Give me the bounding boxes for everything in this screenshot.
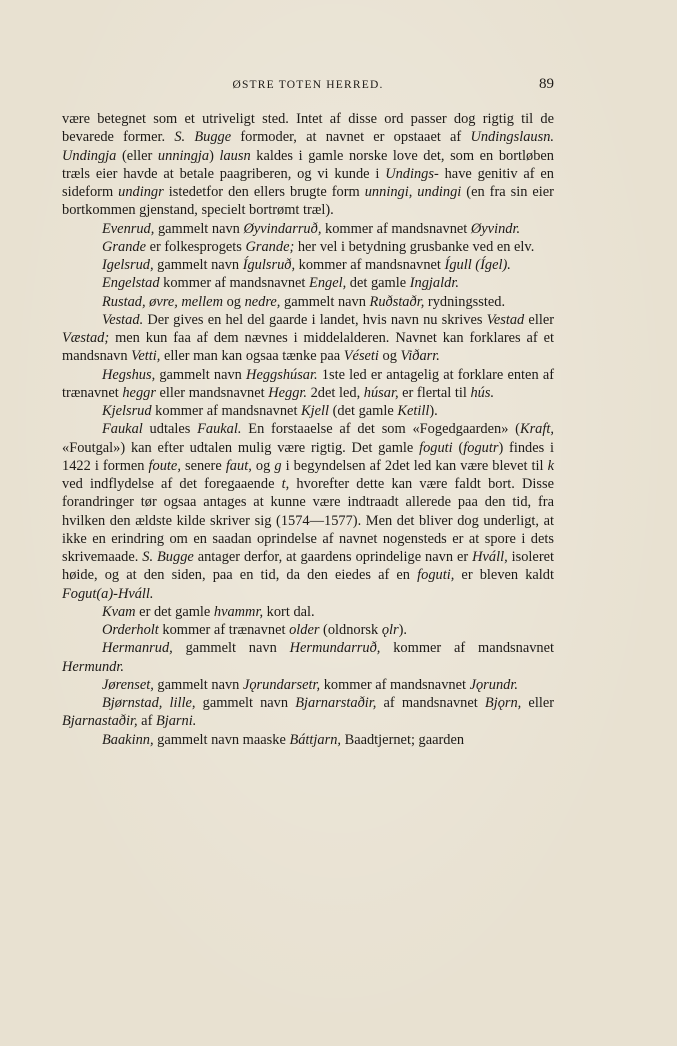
text-run: senere (180, 457, 226, 474)
text-run: gammelt navn maaske (153, 731, 290, 748)
paragraph (62, 676, 554, 694)
italic-text-run: Vetti, (131, 348, 161, 365)
italic-text-run: Engel, (309, 275, 347, 292)
text-run: ). (398, 622, 407, 638)
text-run: af mandsnavnet (376, 695, 485, 711)
italic-text-run: Grande (102, 238, 146, 255)
paragraph (62, 694, 554, 731)
italic-text-run: Orderholt (102, 622, 159, 638)
italic-text-run: Heggshúsar. (246, 366, 318, 383)
italic-text-run: Kvam (102, 603, 136, 620)
italic-text-run: hvammr, (213, 603, 264, 620)
page-header (62, 76, 554, 96)
italic-text-run: Jǫrundr. (469, 676, 518, 693)
text-run: eller mandsnavnet (155, 384, 269, 401)
paragraph (62, 420, 554, 603)
italic-text-run: Vestad. (102, 311, 144, 328)
text-run: ) (209, 147, 220, 164)
paragraph (62, 402, 554, 420)
text-run: kaldes i gamle norske love det, som en bortløben træls eier havde at betale paagriberen, og vi kunde i (62, 147, 554, 182)
text-run: gammelt navn (154, 220, 244, 237)
text-run: gammelt navn (280, 293, 370, 310)
italic-text-run: Rustad, øvre, mellem (102, 293, 223, 310)
text-run: gammelt navn (195, 695, 296, 711)
text-run: er det gamle (135, 603, 214, 620)
italic-text-run: Fogut(a)-Hváll. (62, 585, 154, 602)
text-run: kommer af mandsnavnet (380, 640, 554, 657)
text-run: Der gives en hel del gaarde i landet, hvis navn nu skrives (143, 311, 487, 328)
italic-text-run: Øyvindarruð, (243, 220, 322, 237)
italic-text-run: foute, (148, 457, 181, 474)
italic-text-run: Væstad; (62, 330, 110, 346)
paragraph (62, 311, 554, 366)
text-run: ) findes i 1422 i formen (62, 439, 555, 474)
italic-text-run: Hermundarruð, (289, 640, 381, 657)
italic-text-run: Hegshus, (102, 366, 156, 383)
text-run: hvorefter dette kan være faldt bort. Disse forandringer tør ogsaa antages at kunne være indtraadt allerede paa den tid, fra hvilken den ældste kilde skriver sig (1574—1577). Men det bliver dog underligt, at ikke en erindring om en saadan oprindelse af navnet nogensteds er at spore i dets skrivemaade. (62, 476, 554, 565)
text-run: ved indflydelse af det foregaaende (62, 476, 282, 492)
italic-text-run: Véseti (343, 348, 379, 365)
italic-text-run: Kraft, (519, 421, 554, 438)
italic-text-run: Bjarni. (155, 713, 197, 730)
text-run: (det gamle (329, 403, 398, 419)
text-run: og (251, 457, 275, 474)
paragraph (62, 366, 554, 403)
italic-text-run: S. Bugge (174, 129, 232, 146)
italic-text-run: Bjarnastaðir, (62, 713, 138, 730)
text-run: kommer af mandsnavnet (151, 403, 302, 419)
italic-text-run: Heggr. (268, 384, 308, 401)
text-run: 2det led, (307, 384, 364, 401)
italic-text-run: Viðarr. (400, 348, 440, 365)
paragraph (62, 274, 554, 292)
italic-text-run: Baakinn, (102, 731, 154, 748)
paragraph (62, 621, 554, 639)
italic-text-run: Ingjaldr. (409, 275, 459, 292)
text-run: kommer af mandsnavnet (295, 257, 445, 273)
italic-text-run: Øyvindr. (470, 220, 521, 237)
text-run: ). (429, 403, 438, 419)
text-run: af (137, 713, 156, 730)
text-run: og (378, 348, 401, 365)
text-run: udtales (142, 421, 198, 438)
text-run: i begyndelsen af 2det led kan være blevet til (281, 457, 548, 474)
italic-text-run: Undingslausn. Undingja (62, 129, 555, 164)
italic-text-run: Hermanrud, (102, 640, 173, 657)
italic-text-run: Engelstad (102, 275, 160, 292)
paragraph (62, 110, 554, 220)
italic-text-run: hús. (470, 384, 495, 401)
italic-text-run: Ruðstaðr, (369, 293, 425, 310)
text-run: gammelt navn (155, 366, 247, 383)
paragraph (62, 220, 554, 238)
italic-text-run: t, (281, 476, 290, 492)
text-run: er flertal til (398, 384, 471, 401)
italic-text-run: lausn (219, 147, 251, 164)
running-head: ØSTRE TOTEN HERRED. (232, 79, 384, 91)
italic-text-run: unningi, undingi (364, 184, 462, 200)
italic-text-run: Ígulsruð, (242, 257, 296, 273)
text-run: (oldnorsk (319, 622, 382, 638)
text-run: isoleret høide, og at den siden, paa en tid, da den eiedes af en (62, 549, 554, 584)
text-run: gammelt navn (153, 257, 243, 273)
italic-text-run: k (547, 457, 554, 474)
italic-text-run: foguti, (417, 567, 455, 584)
italic-text-run: Báttjarn, (289, 731, 342, 748)
text-run: (eller (116, 147, 158, 164)
italic-text-run: nedre, (244, 293, 281, 310)
text-run: gammelt navn (172, 640, 290, 657)
text-run: rydningssted. (424, 293, 506, 310)
italic-text-run: Hermundr. (62, 658, 124, 675)
italic-text-run: g (274, 457, 282, 474)
text-run: formoder, at navnet er opstaaet af (231, 129, 471, 146)
text-run: kommer af mandsnavnet (159, 275, 310, 292)
italic-text-run: Faukal (102, 421, 143, 438)
text-run: (en fra sin eier bortkommen gjenstand, specielt bortrømt træl). (62, 184, 554, 219)
italic-text-run: older (289, 622, 320, 638)
italic-text-run: Jǫrundarsetr, (242, 676, 321, 693)
italic-text-run: Ketill (397, 403, 430, 419)
text-run: og (222, 293, 245, 310)
text-run: «Foutgal») kan efter udtalen mulig være rigtig. Det gamle (62, 439, 420, 456)
text-run: kommer af mandsnavnet (321, 220, 471, 237)
italic-text-run: fogutr (463, 439, 499, 456)
paragraph (62, 639, 554, 676)
italic-text-run: Bjǫrn, (484, 695, 522, 711)
italic-text-run: Faukal. (197, 421, 242, 438)
italic-text-run: Igelsrud, (102, 257, 154, 273)
paragraph (62, 731, 554, 749)
text-run: kommer af mandsnavnet (320, 676, 470, 693)
italic-text-run: Hváll, (472, 549, 508, 565)
italic-text-run: húsar, (363, 384, 399, 401)
paragraph (62, 293, 554, 311)
italic-text-run: Evenrud, (102, 220, 155, 237)
text-run: gammelt navn (153, 676, 243, 693)
italic-text-run: Kjell (301, 403, 330, 419)
body-text (62, 110, 554, 749)
italic-text-run: Jørenset, (102, 676, 154, 693)
italic-text-run: Kjelsrud (102, 403, 152, 419)
italic-text-run: unningja (157, 147, 210, 164)
page-number: 89 (539, 76, 554, 92)
italic-text-run: heggr (122, 384, 156, 401)
text-run: er folkesprogets (145, 238, 246, 255)
text-run: her vel i betydning grusbanke ved en elv. (294, 238, 535, 255)
text-run: istedetfor den ellers brugte form (163, 184, 365, 200)
text-run: 1ste led er antagelig at forklare enten af trænavnet (62, 366, 555, 401)
italic-text-run: faut, (225, 457, 252, 474)
paragraph (62, 238, 554, 256)
text-run: det gamle (346, 275, 410, 292)
text-run: Baadtjernet; gaarden (341, 731, 465, 748)
text-run: eller (524, 311, 554, 328)
italic-text-run: Bjarnarstaðir, (295, 695, 377, 711)
italic-text-run: undingr (118, 184, 164, 200)
italic-text-run: Bjørnstad, lille, (102, 695, 196, 711)
text-run: have genitiv af en sideform (62, 165, 554, 200)
italic-text-run: ǫlr (381, 622, 399, 638)
paragraph (62, 603, 554, 621)
italic-text-run: Ígull (Ígel). (444, 257, 511, 273)
text-run: kommer af trænavnet (158, 622, 290, 638)
text-run: antager derfor, at gaardens oprindelige navn er (193, 549, 473, 565)
text-run: men kun faa af dem nævnes i middelalderen. Navnet kan forklares af et mandsnavn (62, 330, 554, 365)
italic-text-run: S. Bugge (142, 549, 194, 565)
text-run: eller (521, 695, 554, 711)
italic-text-run: Undings- (385, 165, 439, 182)
italic-text-run: Grande; (245, 238, 295, 255)
text-run: En forstaaelse af det som «Fogedgaarden» ( (241, 421, 520, 438)
text-run: kort dal. (263, 603, 315, 620)
italic-text-run: Vestad (486, 311, 525, 328)
text-run: være betegnet som et utriveligt sted. Intet af disse ord passer dog rigtig til de bevarede former. (62, 111, 554, 146)
text-run: eller man kan ogsaa tænke paa (160, 348, 344, 365)
text-run: ( (452, 439, 464, 456)
paragraph (62, 256, 554, 274)
italic-text-run: foguti (419, 439, 453, 456)
text-run: er bleven kaldt (454, 567, 554, 584)
